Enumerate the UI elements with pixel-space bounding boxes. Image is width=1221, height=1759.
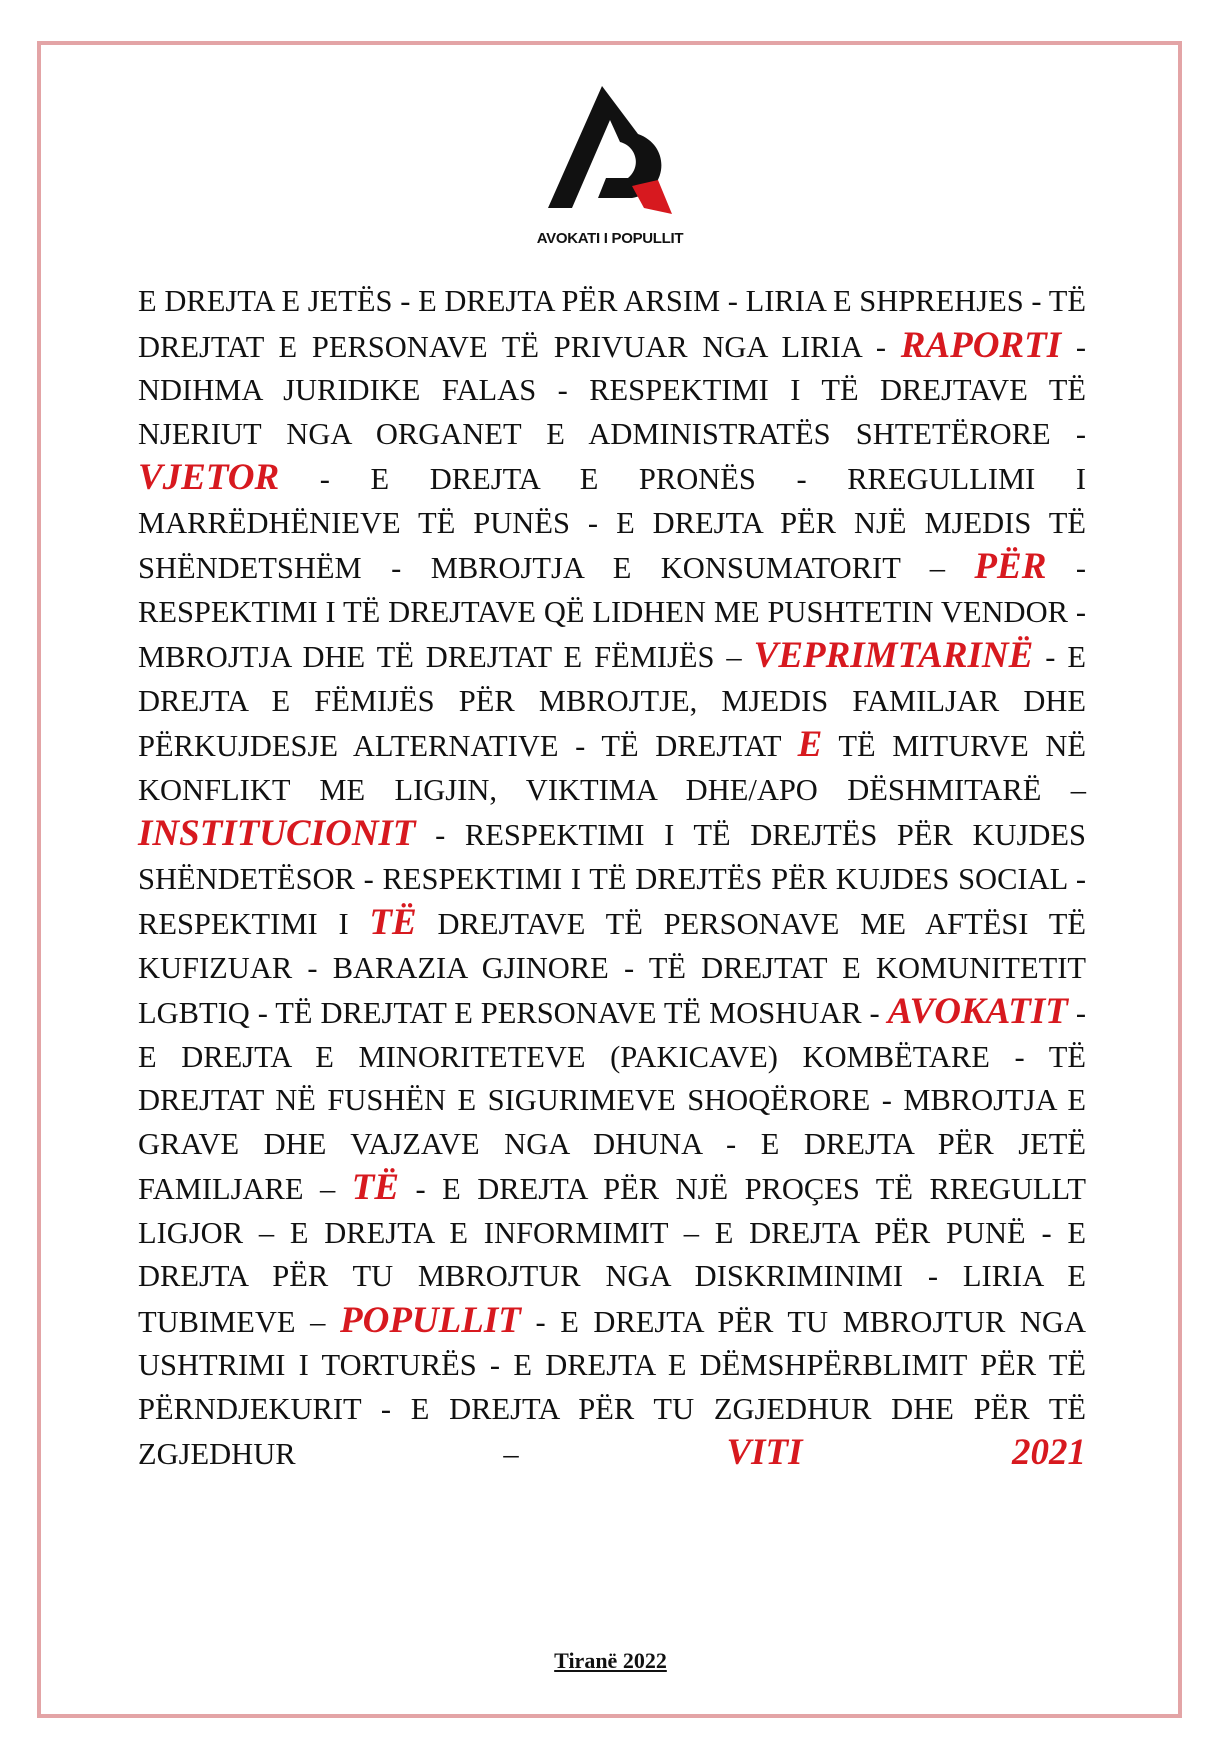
logo	[510, 82, 710, 250]
text-segment: DREJTAVE TË PERSONAVE ME AFTËSI TË KUFIZUAR - BARAZIA GJINORE - TË DREJTAT E KOMUNITETIT LGBTIQ - TË DREJTAT E PERSONAVE TË MOSHUAR -	[138, 907, 1086, 1030]
text-segment: E DREJTA E JETËS - E DREJTA PËR ARSIM - LIRIA E SHPREHJES - TË DREJTAT E PERSONAVE TË PRIVUAR NGA LIRIA -	[138, 284, 1086, 364]
highlight-word: E	[797, 724, 823, 765]
highlight-word: TË	[351, 1167, 400, 1208]
text-segment: - RESPEKTIMI I TË DREJTAVE QË LIDHEN ME PUSHTETIN VENDOR - MBROJTJA DHE TË DREJTAT E FËMIJËS –	[138, 551, 1086, 674]
body-text	[138, 280, 1086, 1477]
highlight-word: PËR	[974, 546, 1047, 587]
text-segment: - NDIHMA JURIDIKE FALAS - RESPEKTIMI I TË DREJTAVE TË NJERIUT NGA ORGANET E ADMINISTRATËS SHTETËRORE -	[138, 329, 1086, 451]
text-segment: - RESPEKTIMI I TË DREJTËS PËR KUJDES SHËNDETËSOR - RESPEKTIMI I TË DREJTËS PËR KUJDES SOCIAL - RESPEKTIMI I	[138, 818, 1086, 941]
highlight-word: RAPORTI	[900, 324, 1062, 366]
highlight-word: INSTITUCIONIT	[138, 813, 416, 854]
text-segment: - E DREJTA PËR TU MBROJTUR NGA USHTRIMI I TORTURËS - E DREJTA E DËMSHPËRBLIMIT PËR TË PËRNDJEKURIT - E DREJTA PËR TU ZGJEDHUR DHE PËR TË ZGJEDHUR –	[138, 1304, 1086, 1471]
footer-place-date: Tiranë 2022	[554, 1648, 667, 1673]
highlight-word: AVOKATIT	[887, 991, 1068, 1032]
text-segment: - E DREJTA E PRONËS - RREGULLIMI I MARRËDHËNIEVE TË PUNËS - E DREJTA PËR NJË MJEDIS TË SHËNDETSHËM - MBROJTJA E KONSUMATORIT –	[138, 462, 1086, 585]
logo-text: AVOKATI I POPULLIT	[536, 230, 684, 247]
highlight-word: VEPRIMTARINË	[753, 635, 1034, 676]
highlight-word: VITI 2021	[726, 1432, 1086, 1473]
text-segment: - E DREJTA E MINORITETEVE (PAKICAVE) KOMBËTARE - TË DREJTAT NË FUSHËN E SIGURIMEVE SHOQËRORE - MBROJTJA E GRAVE DHE VAJZAVE NGA DHUNA - E DREJTA PËR JETË FAMILJARE –	[138, 996, 1086, 1206]
text-segment: TË MITURVE NË KONFLIKT ME LIGJIN, VIKTIMA DHE/APO DËSHMITARË –	[138, 729, 1086, 807]
highlight-word: VJETOR	[138, 457, 280, 498]
highlight-word: TË	[369, 902, 417, 943]
highlight-word: POPULLIT	[340, 1299, 521, 1341]
logo-a-mark	[540, 82, 680, 222]
text-segment: - E DREJTA PËR NJË PROÇES TË RREGULLT LIGJOR – E DREJTA E INFORMIMIT – E DREJTA PËR PUNË - E DREJTA PËR TU MBROJTUR NGA DISKRIMINIMI - LIRIA E TUBIMEVE –	[138, 1172, 1086, 1339]
text-segment: - E DREJTA E FËMIJËS PËR MBROJTJE, MJEDIS FAMILJAR DHE PËRKUJDESJE ALTERNATIVE - TË DREJTAT	[138, 640, 1086, 763]
